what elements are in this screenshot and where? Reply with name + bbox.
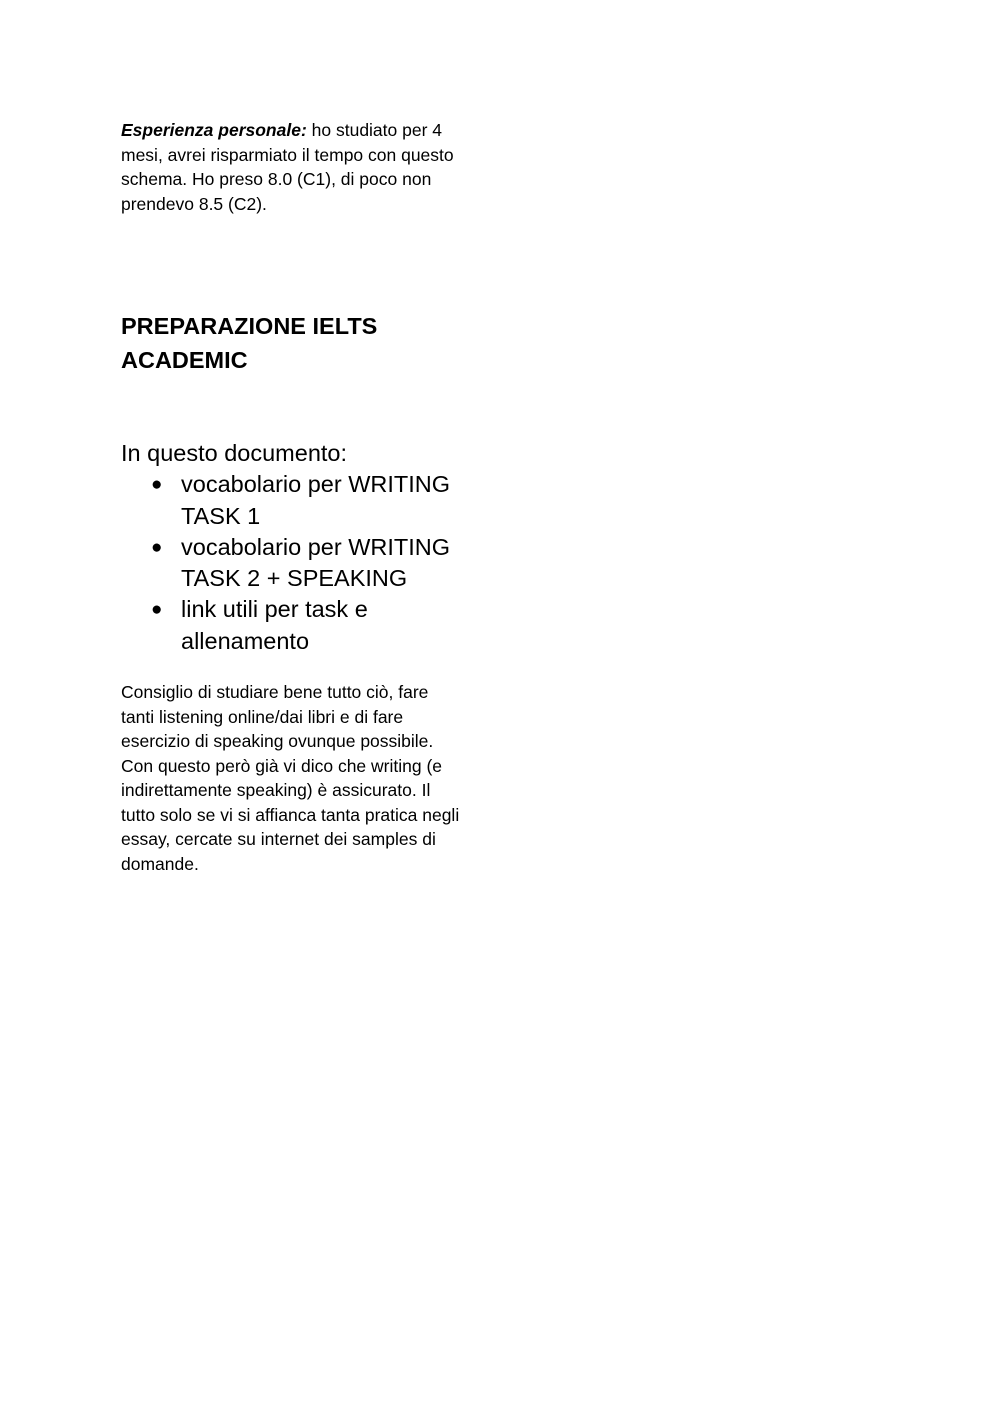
- document-title: PREPARAZIONE IELTS ACADEMIC: [121, 313, 378, 373]
- list-item-text: vocabolario per WRITING TASK 1: [181, 471, 451, 529]
- list-item-text: link utili per task e allenamento: [181, 596, 368, 654]
- personal-experience-paragraph: [121, 118, 466, 216]
- advice-paragraph: Consiglio di studiare bene tutto ciò, fare tanti listening online/dai libri e di fare esercizio di speaking ovunque possibile. Con questo però già vi dico che writing (e indirettamente speaking) è assicurato. Il tutto solo se vi si affianca tanta pratica negli essay, cercate su internet dei samples di domande.: [121, 682, 460, 874]
- contents-section: [121, 438, 481, 657]
- list-item: [121, 532, 481, 595]
- personal-experience-label: Esperienza personale:: [121, 120, 307, 140]
- bullet-icon: ●: [151, 536, 163, 558]
- personal-experience-text: ho studiato per 4 mesi, avrei risparmiato il tempo con questo schema. Ho preso 8.0 (C1), di poco non prendevo 8.5 (C2).: [121, 120, 454, 214]
- list-item: [121, 469, 481, 532]
- contents-heading: In questo documento:: [121, 440, 348, 466]
- contents-list: [121, 469, 481, 657]
- bullet-icon: ●: [151, 599, 163, 621]
- bullet-icon: ●: [151, 474, 163, 496]
- list-item-text: vocabolario per WRITING TASK 2 + SPEAKING: [181, 533, 451, 592]
- list-item: [121, 594, 481, 657]
